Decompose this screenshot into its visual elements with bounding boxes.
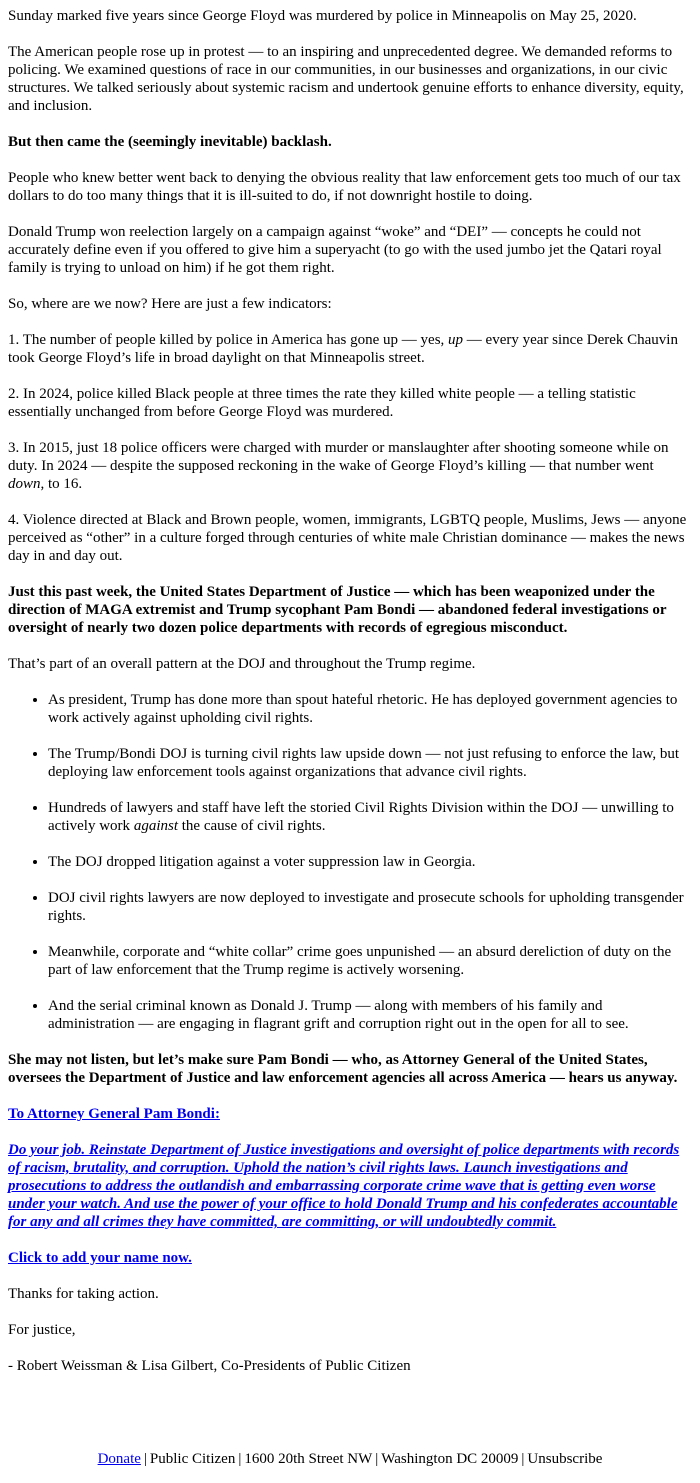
closing-paragraph: For justice,: [8, 1322, 76, 1338]
hear-us-paragraph: [8, 1051, 692, 1087]
indicator-1-after: — every year since Derek Chauvin took George Floyd’s life in broad daylight on that Minneapolis street.: [8, 332, 678, 366]
list-item: • The Trump/Bondi DOJ is turning civil rights law upside down — not just refusing to enforce the law, but deploying law enforcement tools against organizations that advance civil rights.: [48, 745, 692, 781]
unsubscribe-link[interactable]: Unsubscribe: [527, 1451, 603, 1467]
indicator-1-emphasis: up: [448, 332, 464, 348]
list-item: [48, 799, 692, 835]
hear-us-text: She may not listen, but let’s make sure Pam Bondi — who, as Attorney General of the United States, oversees the Department of Justice and law enforcement agencies all across America — hears us anyway.: [8, 1052, 678, 1086]
cta-paragraph: [8, 1249, 692, 1267]
petition-text-link[interactable]: [8, 1142, 679, 1230]
indicator-3: [8, 439, 692, 493]
indicator-4: 4. Violence directed at Black and Brown people, women, immigrants, LGBTQ people, Muslims, Jews — anyone perceived as “other” in a culture forged through centuries of white male Christian dominance — makes the news day in and day out.: [8, 512, 687, 564]
denial-paragraph: People who knew better went back to denying the obvious reality that law enforcement gets too much of our tax dollars to do too many things that it is ill-suited to do, if not downright hostile to doing.: [8, 170, 681, 204]
add-name-link-text: Click to add your name now.: [8, 1250, 192, 1266]
donate-link[interactable]: Donate: [97, 1451, 141, 1467]
petition-to-paragraph: [8, 1105, 692, 1123]
petition-to-text: To Attorney General Pam Bondi:: [8, 1106, 220, 1122]
email-body: [0, 7, 700, 1375]
list-item-before: Hundreds of lawyers and staff have left the storied Civil Rights Division within the DOJ — unwilling to actively work: [48, 800, 674, 834]
indicator-1: [8, 331, 692, 367]
backlash-heading: [8, 133, 692, 151]
petition-text-paragraph: [8, 1141, 692, 1231]
indicator-1-before: 1. The number of people killed by police in America has gone up — yes,: [8, 332, 449, 348]
petition-to-link[interactable]: [8, 1106, 220, 1122]
pattern-paragraph: That’s part of an overall pattern at the DOJ and throughout the Trump regime.: [8, 656, 476, 672]
petition-text: Do your job. Reinstate Department of Justice investigations and oversight of police departments with records of racism, brutality, and corruption. Uphold the nation’s civil rights laws. Launch investigations and prosecutions to address the outlandish and embarrassing corporate crime wave that is getting even worse under your watch. And use the power of your office to hold Donald Trump and his confederates accountable for any and all crimes they have committed, are committing, or will undoubtedly commit.: [8, 1142, 680, 1230]
list-item: • Meanwhile, corporate and “white collar” crime goes unpunished — an absurd dereliction of duty on the part of law enforcement that the Trump regime is actively worsening.: [48, 943, 692, 979]
list-item: • The DOJ dropped litigation against a voter suppression law in Georgia.: [48, 853, 692, 871]
indicator-3-before: 3. In 2015, just 18 police officers were charged with murder or manslaughter after shooting someone while on duty. In 2024 — despite the supposed reckoning in the wake of George Floyd’s killing — that number went: [8, 440, 669, 474]
indicator-3-emphasis: down: [8, 476, 41, 492]
pattern-list: [8, 691, 692, 1033]
protest-paragraph: The American people rose up in protest — to an inspiring and unprecedented degree. We demanded reforms to policing. We examined questions of race in our communities, in our businesses and organizations, in our civic structures. We talked seriously about systemic racism and undertook genuine efforts to enhance diversity, equity, and inclusion.: [8, 44, 684, 114]
trump-paragraph: Donald Trump won reelection largely on a campaign against “woke” and “DEI” — concepts he could not accurately define even if you offered to give him a superyacht (to go with the used jumbo jet the Qatari royal family is trying to unload on him) if he got them right.: [8, 224, 662, 276]
backlash-heading-text: But then came the (seemingly inevitable) backlash.: [8, 134, 332, 150]
doj-paragraph-text: Just this past week, the United States Department of Justice — which has been weaponized under the direction of MAGA extremist and Trump sycophant Pam Bondi — abandoned federal investigations or oversight of nearly two dozen police departments with records of egregious misconduct.: [8, 584, 667, 636]
footer-separator: |: [238, 1451, 242, 1467]
footer-city: Washington DC 20009: [381, 1451, 519, 1467]
signature: - Robert Weissman & Lisa Gilbert, Co-Presidents of Public Citizen: [8, 1358, 411, 1374]
list-item: • DOJ civil rights lawyers are now deployed to investigate and prosecute schools for upholding transgender rights.: [48, 889, 692, 925]
list-item: • As president, Trump has done more than spout hateful rhetoric. He has deployed government agencies to work actively against upholding civil rights.: [48, 691, 692, 727]
doj-paragraph: [8, 583, 692, 637]
list-item: • And the serial criminal known as Donald J. Trump — along with members of his family and administration — are engaging in flagrant grift and corruption right out in the open for all to see.: [48, 997, 692, 1033]
where-paragraph: So, where are we now? Here are just a few indicators:: [8, 296, 332, 312]
footer-separator: |: [375, 1451, 379, 1467]
indicator-2: 2. In 2024, police killed Black people at three times the rate they killed white people — a telling statistic essentially unchanged from before George Floyd was murdered.: [8, 386, 636, 420]
footer-address: 1600 20th Street NW: [244, 1451, 373, 1467]
footer: [0, 1450, 700, 1468]
footer-separator: |: [521, 1451, 525, 1467]
footer-separator: |: [143, 1451, 147, 1467]
list-item-after: the cause of civil rights.: [178, 818, 326, 834]
add-name-link[interactable]: [8, 1250, 192, 1266]
footer-org: Public Citizen: [149, 1451, 236, 1467]
intro-paragraph: Sunday marked five years since George Floyd was murdered by police in Minneapolis on May 25, 2020.: [8, 8, 637, 24]
indicator-3-after: , to 16.: [40, 476, 83, 492]
thanks-paragraph: Thanks for taking action.: [8, 1286, 159, 1302]
list-item-emphasis: against: [133, 818, 178, 834]
